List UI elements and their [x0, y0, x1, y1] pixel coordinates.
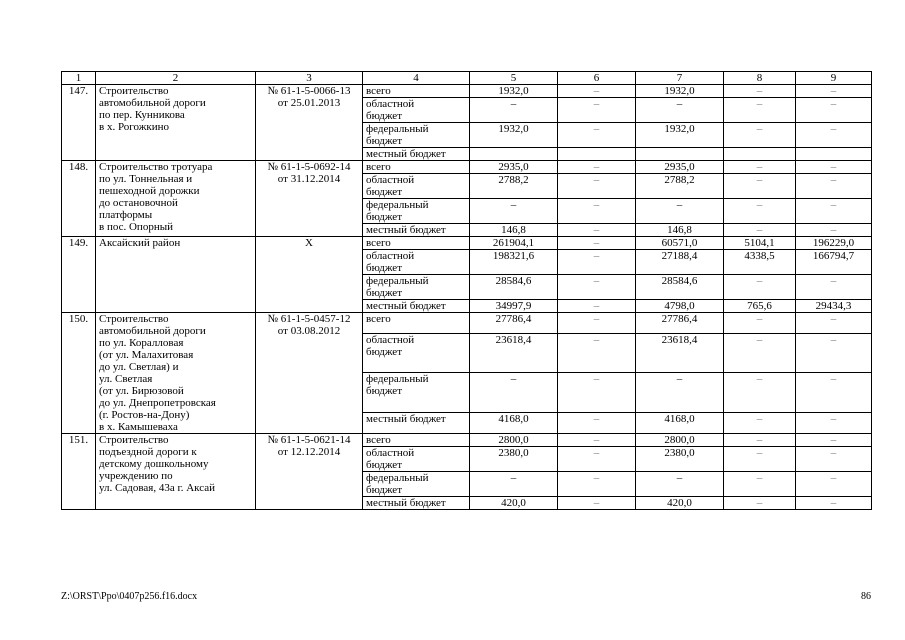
footer-file-path: Z:\ORST\Ppo\0407p256.f16.docx [61, 591, 198, 602]
value-cell-5: 4168,0 [470, 413, 558, 434]
value-cell-6: – [558, 313, 636, 334]
value-cell-8: 5104,1 [724, 237, 796, 250]
funding-source-label: областной бюджет [363, 98, 470, 123]
document-code: № 61-1-5-0457-12 от 03.08.2012 [256, 313, 363, 434]
value-cell-5: 261904,1 [470, 237, 558, 250]
value-cell-5: 34997,9 [470, 300, 558, 313]
value-cell-9: – [796, 123, 872, 148]
value-cell-7: 2380,0 [636, 447, 724, 472]
value-cell-6: – [558, 98, 636, 123]
funding-source-label: местный бюджет [363, 413, 470, 434]
value-cell-6: – [558, 123, 636, 148]
value-cell-7: – [636, 373, 724, 413]
value-cell-6: – [558, 224, 636, 237]
table-header-row [62, 72, 872, 85]
value-cell-7: 60571,0 [636, 237, 724, 250]
value-cell-9: – [796, 161, 872, 174]
document-code: Х [256, 237, 363, 313]
value-cell-8: – [724, 472, 796, 497]
value-cell-6: – [558, 161, 636, 174]
row-number: 148. [62, 161, 96, 237]
funding-source-label: всего [363, 161, 470, 174]
value-cell-6: – [558, 300, 636, 313]
value-cell-8: – [724, 161, 796, 174]
funding-source-label: областной бюджет [363, 447, 470, 472]
value-cell-7: 27188,4 [636, 250, 724, 275]
document-code: № 61-1-5-0066-13 от 25.01.2013 [256, 85, 363, 161]
value-cell-6: – [558, 85, 636, 98]
value-cell-9: – [796, 447, 872, 472]
value-cell-6: – [558, 472, 636, 497]
funding-source-label: всего [363, 237, 470, 250]
value-cell-7: 2935,0 [636, 161, 724, 174]
value-cell-8: – [724, 497, 796, 510]
value-cell-6: – [558, 250, 636, 275]
value-cell-9: – [796, 434, 872, 447]
value-cell-5: – [470, 373, 558, 413]
footer-page-number: 86 [861, 591, 871, 602]
value-cell-8: 4338,5 [724, 250, 796, 275]
funding-source-label: всего [363, 313, 470, 334]
value-cell-9: – [796, 199, 872, 224]
funding-source-label: местный бюджет [363, 300, 470, 313]
value-cell-9: – [796, 313, 872, 334]
value-cell-8: – [724, 413, 796, 434]
value-cell-5: 28584,6 [470, 275, 558, 300]
value-cell-6: – [558, 275, 636, 300]
value-cell-9: – [796, 224, 872, 237]
funding-source-label: федеральный бюджет [363, 472, 470, 497]
header-cell: 9 [796, 72, 872, 85]
value-cell-6: – [558, 434, 636, 447]
value-cell-7: 146,8 [636, 224, 724, 237]
document-code: № 61-1-5-0692-14 от 31.12.2014 [256, 161, 363, 237]
value-cell-9: 166794,7 [796, 250, 872, 275]
funding-source-label: областной бюджет [363, 174, 470, 199]
document-code: № 61-1-5-0621-14 от 12.12.2014 [256, 434, 363, 510]
value-cell-5: 2788,2 [470, 174, 558, 199]
value-cell-8: – [724, 98, 796, 123]
value-cell-7: 23618,4 [636, 333, 724, 373]
value-cell-5: 2380,0 [470, 447, 558, 472]
object-name: Строительство автомобильной дороги по пер. Кунникова в х. Рогожкино [96, 85, 256, 161]
funding-source-label: областной бюджет [363, 250, 470, 275]
funding-source-label: местный бюджет [363, 148, 470, 161]
value-cell-5: 420,0 [470, 497, 558, 510]
table-row [62, 434, 872, 447]
value-cell-7: 1932,0 [636, 123, 724, 148]
value-cell-5: – [470, 199, 558, 224]
table-row [62, 313, 872, 334]
value-cell-5: 146,8 [470, 224, 558, 237]
header-cell: 3 [256, 72, 363, 85]
value-cell-7: – [636, 199, 724, 224]
value-cell-5 [470, 148, 558, 161]
funding-source-label: федеральный бюджет [363, 373, 470, 413]
value-cell-8: – [724, 85, 796, 98]
value-cell-6: – [558, 174, 636, 199]
value-cell-5: 1932,0 [470, 123, 558, 148]
header-cell: 4 [363, 72, 470, 85]
value-cell-9: – [796, 413, 872, 434]
value-cell-5: – [470, 98, 558, 123]
funding-source-label: федеральный бюджет [363, 275, 470, 300]
value-cell-7: 27786,4 [636, 313, 724, 334]
value-cell-7: 28584,6 [636, 275, 724, 300]
value-cell-8: – [724, 313, 796, 334]
object-name: Строительство тротуара по ул. Тоннельная и пешеходной дорожки до остановочной платформы в пос. Опорный [96, 161, 256, 237]
value-cell-7: 420,0 [636, 497, 724, 510]
object-name: Строительство подъездной дороги к детскому дошкольному учреждению по ул. Садовая, 43а г. Аксай [96, 434, 256, 510]
value-cell-7 [636, 148, 724, 161]
value-cell-8: – [724, 434, 796, 447]
value-cell-6: – [558, 237, 636, 250]
value-cell-9: – [796, 472, 872, 497]
header-cell: 8 [724, 72, 796, 85]
header-cell: 7 [636, 72, 724, 85]
value-cell-9: – [796, 275, 872, 300]
value-cell-6: – [558, 199, 636, 224]
value-cell-9: – [796, 333, 872, 373]
value-cell-7: – [636, 98, 724, 123]
budget-table [61, 71, 872, 510]
header-cell: 6 [558, 72, 636, 85]
value-cell-8: – [724, 333, 796, 373]
table-row [62, 161, 872, 174]
header-cell: 1 [62, 72, 96, 85]
funding-source-label: всего [363, 85, 470, 98]
value-cell-8: – [724, 447, 796, 472]
value-cell-9: – [796, 85, 872, 98]
value-cell-5: 1932,0 [470, 85, 558, 98]
value-cell-5: 198321,6 [470, 250, 558, 275]
value-cell-5: 27786,4 [470, 313, 558, 334]
value-cell-8: – [724, 224, 796, 237]
value-cell-8: – [724, 199, 796, 224]
object-name: Строительство автомобильной дороги по ул. Коралловая (от ул. Малахитовая до ул. Светлая) и ул. Светлая (от ул. Бирюзовой до ул. Днепропетровская (г. Ростов-на-Дону) в х. Камышеваха [96, 313, 256, 434]
value-cell-6: – [558, 333, 636, 373]
value-cell-8: – [724, 123, 796, 148]
value-cell-5: 2935,0 [470, 161, 558, 174]
value-cell-7: 1932,0 [636, 85, 724, 98]
value-cell-6: – [558, 447, 636, 472]
value-cell-7: 4168,0 [636, 413, 724, 434]
value-cell-6: – [558, 413, 636, 434]
value-cell-8: – [724, 174, 796, 199]
value-cell-6: – [558, 373, 636, 413]
value-cell-9: – [796, 497, 872, 510]
value-cell-9: – [796, 98, 872, 123]
value-cell-9: – [796, 373, 872, 413]
header-cell: 2 [96, 72, 256, 85]
funding-source-label: федеральный бюджет [363, 123, 470, 148]
value-cell-7: 2788,2 [636, 174, 724, 199]
row-number: 150. [62, 313, 96, 434]
value-cell-7: – [636, 472, 724, 497]
value-cell-9 [796, 148, 872, 161]
header-cell: 5 [470, 72, 558, 85]
value-cell-9: – [796, 174, 872, 199]
funding-source-label: всего [363, 434, 470, 447]
value-cell-5: 23618,4 [470, 333, 558, 373]
value-cell-8 [724, 148, 796, 161]
row-number: 147. [62, 85, 96, 161]
value-cell-9: 196229,0 [796, 237, 872, 250]
value-cell-7: 4798,0 [636, 300, 724, 313]
value-cell-8: – [724, 275, 796, 300]
value-cell-8: 765,6 [724, 300, 796, 313]
funding-source-label: областной бюджет [363, 333, 470, 373]
value-cell-6 [558, 148, 636, 161]
row-number: 151. [62, 434, 96, 510]
value-cell-7: 2800,0 [636, 434, 724, 447]
funding-source-label: местный бюджет [363, 497, 470, 510]
object-name: Аксайский район [96, 237, 256, 313]
funding-source-label: федеральный бюджет [363, 199, 470, 224]
value-cell-5: – [470, 472, 558, 497]
row-number: 149. [62, 237, 96, 313]
value-cell-5: 2800,0 [470, 434, 558, 447]
table-row [62, 85, 872, 98]
table-row [62, 237, 872, 250]
value-cell-6: – [558, 497, 636, 510]
funding-source-label: местный бюджет [363, 224, 470, 237]
value-cell-9: 29434,3 [796, 300, 872, 313]
value-cell-8: – [724, 373, 796, 413]
